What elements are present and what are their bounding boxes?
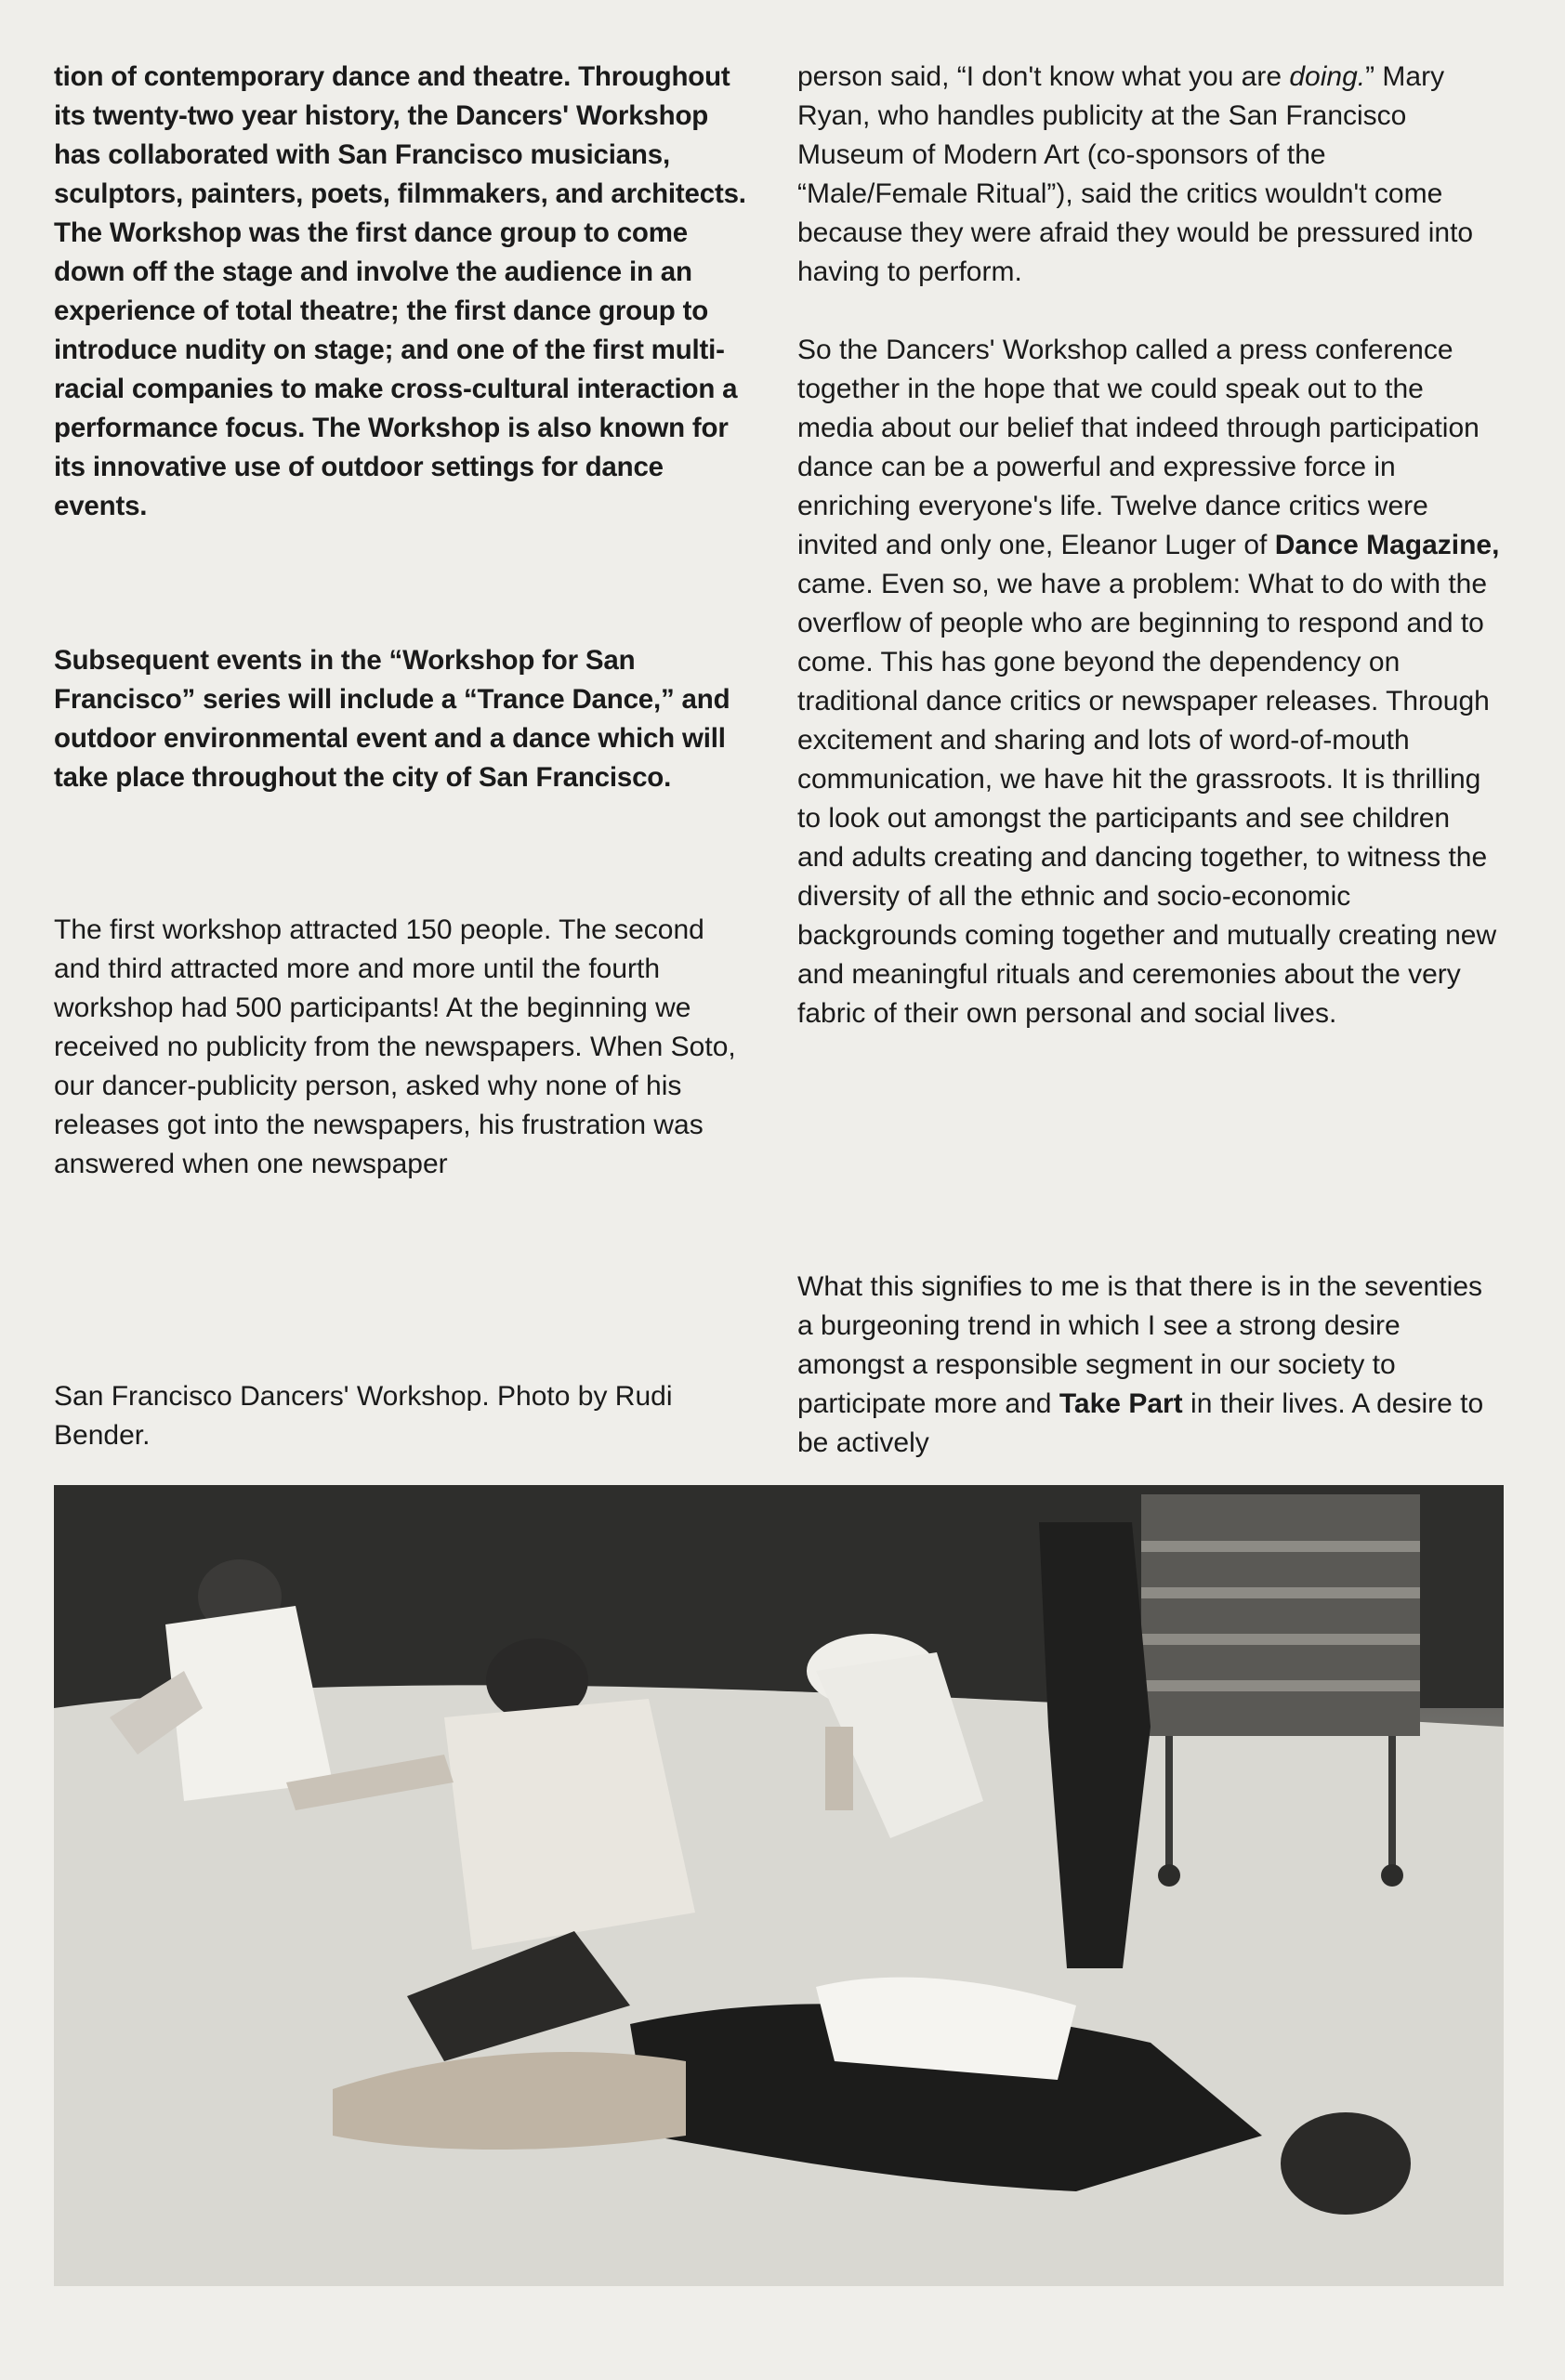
signifies-text-1: What this signifies to me is that there is in the seventies a burgeoning trend in which I see a strong desire amongst a responsible segment in our society to participate more and: [797, 1271, 1483, 1419]
intro-paragraph: tion of contemporary dance and theatre. Throughout its twenty-two year history, the Dancers' Workshop has collaborated with San Francisco musicians, sculptors, painters, poets, filmmakers, and architects. The Workshop was the first dance group to come down off the stage and involve the audience in an experience of total theatre; the first dance group to introduce nudity on stage; and one of the first multi-racial companies to make cross-cultural interaction a performance focus. The Workshop is also known for its innovative use of outdoor settings for dance events.: [54, 61, 746, 521]
press-text-1: So the Dancers' Workshop called a press conference together in the hope that we could speak out to the media about our belief that indeed through participation dance can be a powerful and expressive force in enriching everyone's life. Twelve dance critics were invited and only one, Eleanor Luger of: [797, 335, 1480, 560]
press-conference-paragraph: [797, 331, 1504, 1033]
dancers-photo-illustration: [54, 1485, 1504, 2286]
left-column-subsequent: [54, 641, 751, 797]
subsequent-events-paragraph: Subsequent events in the “Workshop for San Francisco” series will include a “Trance Dance,” and outdoor environmental event and a dance which will take place throughout the city of San Francisco.: [54, 645, 730, 793]
first-workshop-paragraph: The first workshop attracted 150 people. The second and third attracted more and more until the fourth workshop had 500 participants! At the beginning we received no publicity from the newspapers. When Soto, our dancer-publicity person, asked why none of his releases got into the newspapers, his frustration was answered when one newspaper: [54, 914, 736, 1179]
dance-workshop-photo: [54, 1485, 1504, 2286]
left-column-intro: [54, 58, 751, 526]
press-text-2: came. Even so, we have a problem: What to do with the overflow of people who are beginning to respond and to come. This has gone beyond the dependency on traditional dance critics or newspaper releases. Through excitement and sharing and lots of word-of-mouth communication, we have hit the grassroots. It is thrilling to look out amongst the participants and see children and adults creating and dancing together, to witness the diversity of all the ethnic and socio-economic backgrounds coming together and mutually creating new and meaningful rituals and ceremonies about the very fabric of their own personal and social lives.: [797, 569, 1497, 1029]
signifies-text-2: in their lives. A desire to be actively: [797, 1388, 1484, 1458]
critics-italic: doing.: [1289, 61, 1366, 92]
right-column-top: [797, 58, 1504, 292]
photo-caption-block: [54, 1377, 751, 1455]
critics-text-1: person said, “I don't know what you are: [797, 61, 1290, 92]
critics-paragraph: [797, 58, 1504, 292]
critics-text-2: ” Mary Ryan, who handles publicity at the San Francisco Museum of Modern Art (co-sponsors of the “Male/Female Ritual”), said the critics wouldn't come because they were afraid they would be pressured into having to perform.: [797, 61, 1474, 287]
right-column-press: [797, 331, 1504, 1033]
signifies-paragraph: [797, 1268, 1504, 1463]
take-part-emphasis: Take Part: [1059, 1388, 1183, 1419]
left-column-body: [54, 911, 751, 1184]
right-column-signifies: [797, 1268, 1504, 1463]
dance-magazine-title: Dance Magazine,: [1274, 530, 1500, 560]
photo-caption: San Francisco Dancers' Workshop. Photo by Rudi Bender.: [54, 1381, 673, 1451]
